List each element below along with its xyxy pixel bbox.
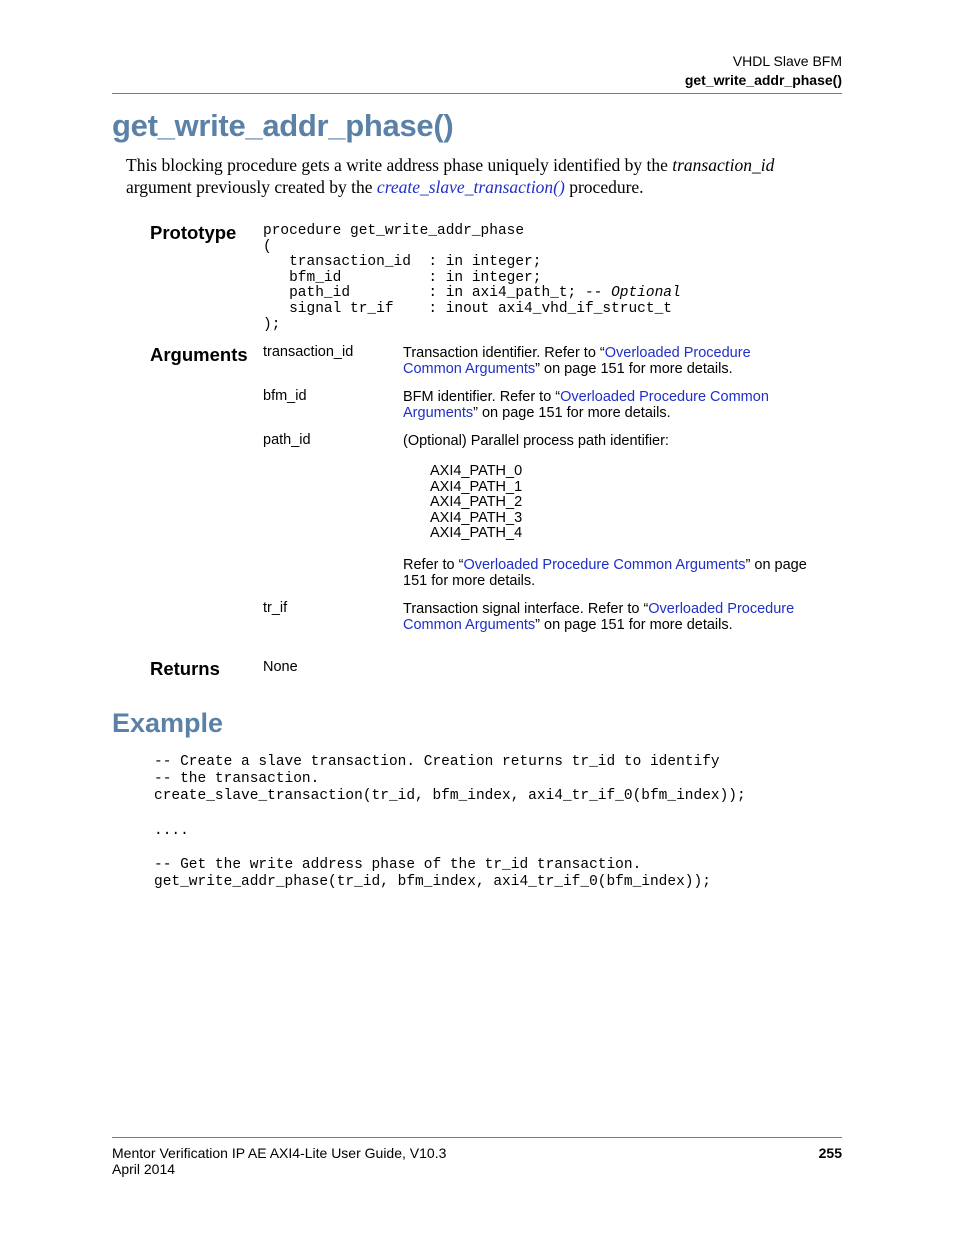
returns-value: None	[263, 659, 298, 675]
page-title: get_write_addr_phase()	[112, 108, 454, 143]
prototype-code-tail: signal tr_if : inout axi4_vhd_if_struct_t );	[263, 300, 672, 333]
arg-desc-text: ” on page 151 for more details.	[535, 361, 733, 377]
path-value: AXI4_PATH_4	[430, 525, 523, 541]
header-rule	[112, 93, 842, 94]
arg-desc-text: ” on page 151 for more details.	[403, 557, 807, 589]
arg-desc-tr-if	[403, 601, 813, 633]
footer-rule	[112, 1137, 842, 1138]
intro-text-2: argument previously created by the	[126, 177, 377, 197]
arg-desc-text: ” on page 151 for more details.	[473, 405, 671, 421]
footer-date: April 2014	[112, 1161, 176, 1177]
returns-label: Returns	[150, 658, 220, 679]
path-values-list	[430, 464, 522, 542]
footer	[112, 1145, 446, 1177]
arg-desc-text: BFM identifier. Refer to “	[403, 389, 561, 405]
footer-guide-title: Mentor Verification IP AE AXI4-Lite User Guide, V10.3	[112, 1145, 447, 1161]
prototype-label: Prototype	[150, 222, 237, 243]
intro-text-3: procedure.	[564, 177, 644, 197]
path-value: AXI4_PATH_0	[430, 463, 523, 479]
create-slave-transaction-link[interactable]: create_slave_transaction()	[376, 177, 565, 197]
prototype-code-main: procedure get_write_addr_phase ( transaction_id : in integer; bfm_id : in integer; path_id : in axi4_path_t; --	[263, 223, 603, 302]
overloaded-args-link[interactable]: Overloaded Procedure Common Arguments	[403, 345, 751, 377]
overloaded-args-link[interactable]: Overloaded Procedure Common Arguments	[463, 557, 746, 573]
path-value: AXI4_PATH_3	[430, 509, 523, 526]
prototype-optional-comment: Optional	[611, 285, 681, 302]
arg-desc-path-id: (Optional) Parallel process path identifier:	[403, 433, 669, 449]
overloaded-args-link[interactable]: Overloaded Procedure Common Arguments	[403, 601, 795, 633]
arg-desc-text: Transaction signal interface. Refer to “	[403, 601, 649, 617]
page-number: 255	[818, 1145, 842, 1161]
running-header	[685, 52, 842, 90]
intro-text-1: This blocking procedure gets a write address phase uniquely identified by the	[126, 155, 673, 175]
arg-desc-transaction-id	[403, 345, 813, 377]
header-section: VHDL Slave BFM	[732, 53, 842, 69]
arguments-label: Arguments	[150, 344, 248, 365]
arg-name-bfm-id: bfm_id	[263, 388, 307, 404]
header-subsection: get_write_addr_phase()	[684, 72, 842, 88]
arg-desc-text: ” on page 151 for more details.	[535, 617, 733, 633]
example-heading: Example	[112, 708, 224, 738]
example-code: -- Create a slave transaction. Creation returns tr_id to identify -- the transaction. create_slave_transaction(tr_id, bfm_index, axi4_tr_if_0(bfm_index)); .... -- Get the write address phase of the tr_id transaction. get_write_addr_phase(tr_id, bfm_index, axi4_tr_if_0(bfm_index));	[154, 754, 746, 891]
path-value: AXI4_PATH_2	[430, 494, 523, 510]
arg-name-tr-if: tr_if	[263, 600, 288, 616]
arg-desc-text: Refer to “	[403, 557, 464, 573]
arg-name-transaction-id: transaction_id	[263, 344, 354, 360]
arg-desc-text: Transaction identifier. Refer to “	[403, 345, 605, 361]
path-value: AXI4_PATH_1	[430, 478, 523, 495]
prototype-code	[263, 224, 681, 333]
arg-name-path-id: path_id	[263, 432, 311, 448]
overloaded-args-link[interactable]: Overloaded Procedure Common Arguments	[403, 389, 769, 421]
arg-desc-path-id-refer	[403, 557, 813, 589]
intro-paragraph	[126, 154, 842, 198]
arg-desc-bfm-id	[403, 389, 813, 421]
intro-arg-ref: transaction_id	[672, 155, 775, 175]
